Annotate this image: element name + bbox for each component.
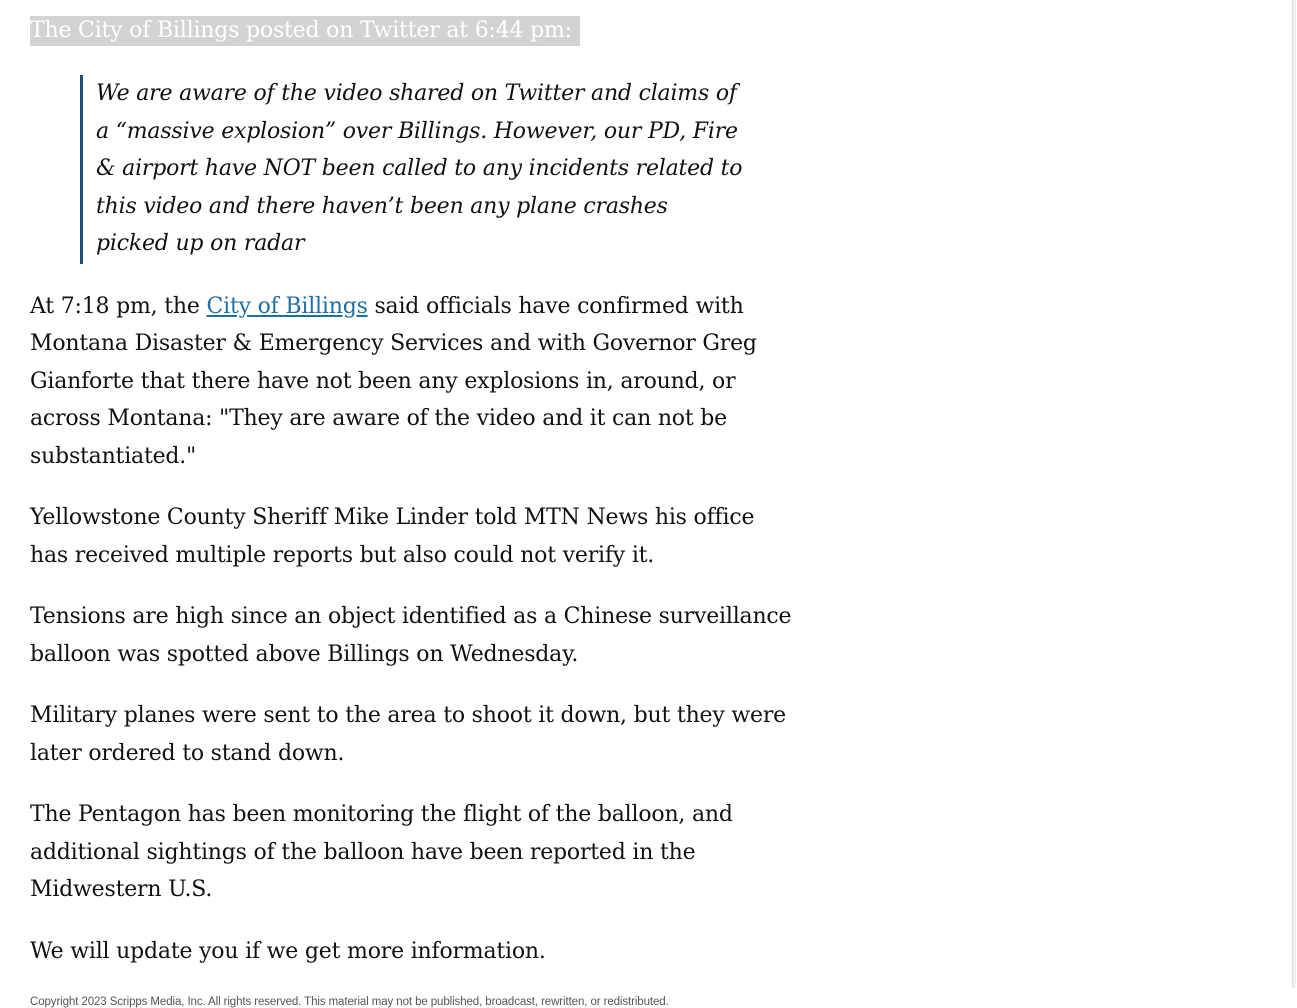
paragraph-city-statement-after: said officials have confirmed with Montana Disaster & Emergency Services and with Governor Greg Gianforte that there have not been any explosions in, around, or across Montana: "They are aware of the video and it can not be substantiated.": [30, 293, 757, 469]
tweet-intro-line: The City of Billings posted on Twitter at 6:44 pm:: [30, 16, 580, 46]
tweet-blockquote: [80, 75, 746, 264]
paragraph-tensions: Tensions are high since an object identified as a Chinese surveillance balloon was spotted above Billings on Wednesday.: [30, 604, 792, 667]
paragraph-pentagon: The Pentagon has been monitoring the flight of the balloon, and additional sightings of the balloon have been reported in the Midwestern U.S.: [30, 802, 733, 902]
page-right-edge: [1292, 0, 1296, 988]
quote-text: We are aware of the video shared on Twitter and claims of a “massive explosion” over Billings. However, our PD, Fire & airport have NOT been called to any incidents related to this video and there haven’t been any plane crashes picked up on radar: [96, 81, 743, 256]
city-of-billings-link[interactable]: City of Billings: [206, 293, 368, 319]
paragraph-city-statement: [30, 288, 795, 476]
paragraph-update: We will update you if we get more information.: [30, 938, 546, 964]
paragraph-military-planes: Military planes were sent to the area to shoot it down, but they were later ordered to stand down.: [30, 703, 786, 766]
paragraph-sheriff: Yellowstone County Sheriff Mike Linder told MTN News his office has received multiple reports but also could not verify it.: [30, 505, 755, 568]
copyright-notice: Copyright 2023 Scripps Media, Inc. All rights reserved. This material may not be published, broadcast, rewritten, or redistributed.: [30, 996, 669, 1008]
article-body: [30, 16, 795, 1008]
paragraph-city-statement-before: At 7:18 pm, the: [30, 293, 207, 319]
